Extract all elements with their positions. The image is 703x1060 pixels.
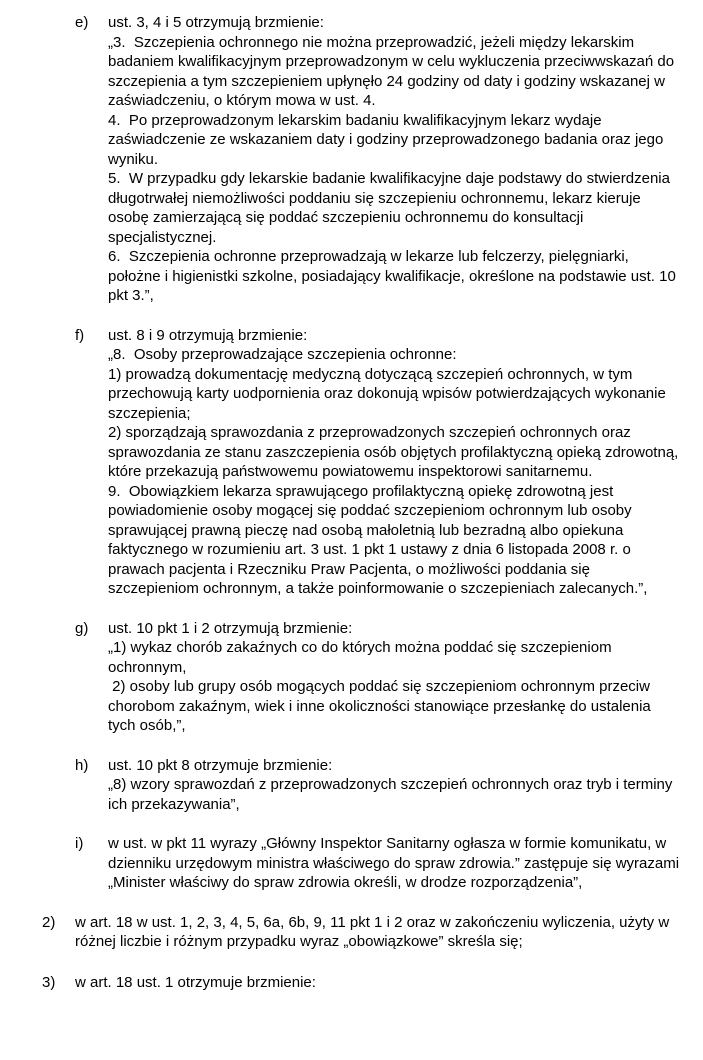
list-item-body [108, 13, 680, 306]
list-item-body [75, 913, 675, 952]
paragraph: ust. 3, 4 i 5 otrzymują brzmienie: [108, 14, 324, 31]
list-item-f [75, 326, 683, 599]
paragraph: ust. 10 pkt 8 otrzymuje brzmienie: [108, 756, 333, 774]
list-item-marker: e) [75, 14, 89, 31]
list-item-marker: 2) [42, 913, 56, 931]
paragraph: w ust. w pkt 11 wyrazy „Główny Inspektor Sanitarny ogłasza w formie komunikatu, w dzienniku urzędowym ministra właściwego do spraw zdrowia.” zastępuje się wyrazami „Minister właściwy do spraw zdrowia określi, w drodze rozporządzenia”, [108, 835, 684, 891]
list-item-g [75, 619, 683, 736]
paragraph: w art. 18 ust. 1 otrzymuje brzmienie: [75, 973, 316, 991]
list-item-marker: i) [75, 835, 84, 852]
amendment-subitem-list [42, 13, 683, 893]
list-item-2 [42, 913, 683, 952]
list-item-3 [42, 973, 683, 993]
list-item-body [108, 756, 680, 815]
paragraph: 9. Obowiązkiem lekarza sprawującego profilaktyczną opiekę zdrowotną jest powiadomienie osoby mogącej się poddać szczepieniom ochronnym lub osoby sprawującej prawną pieczę nad osobą małoletnią lub bezradną albo opiekuna faktycznego w rozumieniu art. 3 ust. 1 pkt 1 ustawy z dnia 6 listopada 2008 r. o prawach pacjenta i Rzeczniku Praw Pacjenta, o możliwości poddania się szczepieniom ochronnym, a także poinformowanie o szczepieniach zalecanych.”, [108, 482, 648, 597]
list-item-body [108, 619, 680, 736]
paragraph: „1) wykaz chorób zakaźnych co do których można poddać się szczepieniom ochronnym, [108, 639, 616, 676]
paragraph: ust. 8 i 9 otrzymują brzmienie: [108, 326, 308, 344]
paragraph: 2) sporządzają sprawozdania z przeprowadzonych szczepień ochronnych oraz sprawozdania ze stanu zaszczepienia osób objętych profilaktyczną opieką zdrowotną, które przekazują państwowemu powiatowemu inspektorowi sanitarnemu. [108, 424, 683, 480]
list-item-e [75, 13, 683, 306]
paragraph: 2) osoby lub grupy osób mogących poddać się szczepieniom ochronnym przeciw chorobom zakaźnym, wiek i inne okoliczności stanowiące przesłankę do ustalenia tych osób,”, [108, 678, 655, 734]
list-item-body [108, 834, 684, 893]
paragraph: „8. Osoby przeprowadzające szczepienia ochronne: [108, 346, 457, 363]
list-item-marker: g) [75, 619, 89, 637]
list-item-i [75, 834, 683, 893]
paragraph: w art. 18 w ust. 1, 2, 3, 4, 5, 6a, 6b, 9, 11 pkt 1 i 2 oraz w zakończeniu wyliczenia, użyty w różnej liczbie i różnym przypadku wyraz „obowiązkowe” skreśla się; [75, 913, 674, 950]
list-item-body [75, 973, 675, 993]
paragraph: 1) prowadzą dokumentację medyczną dotyczącą szczepień ochronnych, w tym przechowują karty uodpornienia oraz dokonują wpisów potwierdzających wykonanie szczepienia; [108, 365, 670, 422]
list-item-h [75, 756, 683, 815]
list-item-marker: f) [75, 326, 85, 344]
paragraph: ust. 10 pkt 1 i 2 otrzymują brzmienie: [108, 619, 353, 637]
list-item-marker: h) [75, 756, 89, 774]
list-item-marker: 3) [42, 973, 56, 991]
paragraph: 6. Szczepienia ochronne przeprowadzają w lekarze lub felczerzy, pielęgniarki, położne i higienistki szkolne, posiadający kwalifikacje, określone na podstawie ust. 10 pkt 3.”, [108, 248, 680, 304]
list-item-body [108, 326, 683, 599]
paragraph: „8) wzory sprawozdań z przeprowadzonych szczepień ochronnych oraz tryb i terminy ich przekazywania”, [108, 776, 677, 813]
paragraph: 4. Po przeprowadzonym lekarskim badaniu kwalifikacyjnym lekarz wydaje zaświadczenie ze wskazaniem daty i godziny przeprowadzonego badania oraz jego wyniku. [108, 111, 668, 168]
paragraph: 5. W przypadku gdy lekarskie badanie kwalifikacyjne daje podstawy do stwierdzenia długotrwałej niemożliwości poddaniu się szczepieniu ochronnemu, lekarz kieruje osobę zamierzającą się poddać szczepieniu ochronnemu do konsultacji specjalistycznej. [108, 170, 675, 246]
paragraph: „3. Szczepienia ochronnego nie można przeprowadzić, jeżeli między lekarskim badaniem kwalifikacyjnym przeprowadzonym w celu wykluczenia przeciwwskazań do szczepienia a tym szczepieniem upłynęło 24 godziny od daty i godziny wskazanej w zaświadczeniu, o którym mowa w ust. 4. [108, 33, 679, 109]
